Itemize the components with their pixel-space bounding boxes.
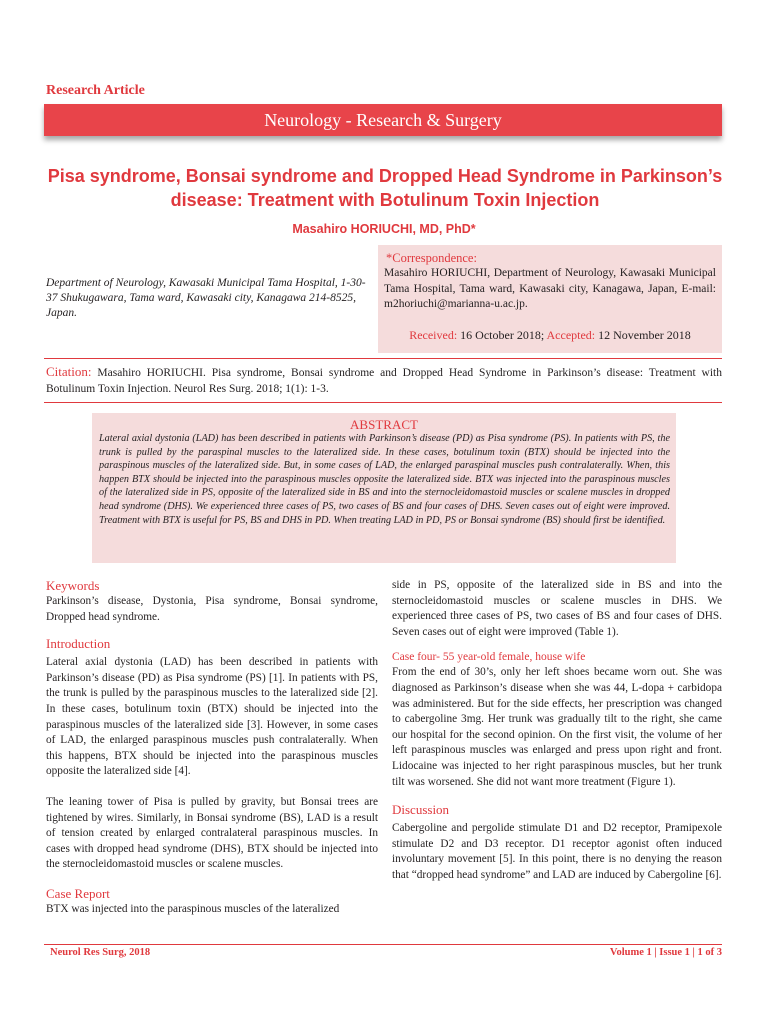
article-type-label: Research Article bbox=[46, 83, 145, 98]
case-four-heading: Case four- 55 year-old female, house wife bbox=[392, 651, 586, 664]
citation-text: Masahiro HORIUCHI. Pisa syndrome, Bonsai syndrome and Dropped Head Syndrome in Parkinson’s disease: Treatment with Botulinum Toxin Injection. Neurol Res Surg. 2018; 1(1): 1-3. bbox=[46, 367, 722, 395]
citation bbox=[46, 364, 722, 397]
introduction-paragraph: The leaning tower of Pisa is pulled by gravity, but Bonsai trees are tightened by wires. Similarly, in Bonsai syndrome (BS), LAD is a result of tension created by enlarged contralateral paraspinous muscles. In cases with dropped head syndrome (DHS), BTX should be injected into the sternocleidomastoid muscles or scalene muscles. bbox=[46, 795, 378, 871]
author-affiliation: Department of Neurology, Kawasaki Municipal Tama Hospital, 1-30-37 Shukugawara, Tama ward, Kawasaki city, Kanagawa 214-8525, Japan. bbox=[46, 277, 366, 319]
discussion-paragraph: Cabergoline and pergolide stimulate D1 and D2 receptor, Pramipexole stimulate D2 and D3 receptor. D1 receptor agonist often induced involuntary movement [5]. In this point, there is no denying the reason that “dropped head syndrome” and LAD are induced by Cabergoline [6]. bbox=[392, 822, 722, 881]
footer-divider bbox=[44, 944, 722, 945]
citation-label: Citation: bbox=[46, 364, 92, 379]
received-label: Received: bbox=[409, 328, 458, 342]
introduction-heading: Introduction bbox=[46, 636, 111, 652]
correspondence-box bbox=[378, 245, 722, 353]
received-date: 16 October 2018 bbox=[460, 328, 541, 342]
abstract-box bbox=[92, 413, 676, 563]
abstract-body: Lateral axial dystonia (LAD) has been described in patients with Parkinson’s disease (PD) as Pisa syndrome (PS). In patients with PS, the trunk is pulled by the paraspinal muscles to the lateralized side. In these cases, botulinum toxin (BTX) should be injected into the paraspinous muscles of the lateralized side. But, in some cases of LAD, the enlarged paraspinal muscles push contralaterally. When, this happen BTX should be injected into the paraspinous muscles opposite the lateralized side. BTX was injected into the paraspinous muscles of the lateralized side in PS, opposite of the lateralized side in BS and into the sternocleidomastoid muscles or scalene muscles in dropped head syndrome (DHS). We experienced three cases of PS, two cases of BS and four cases of DHS. Seven cases out of eight were improved. Treatment with BTX is useful for PS, BS and DHS in PD. When treating LAD in PD, PS or Bonsai syndrome (BS) should first be identified. bbox=[99, 433, 670, 526]
author-name: Masahiro HORIUCHI, MD, PhD* bbox=[292, 222, 476, 236]
case-four-paragraph: From the end of 30’s, only her left shoes became worn out. She was diagnosed as Parkinson’s disease when she was 44, L-dopa + carbidopa was administered. But for the side effects, her prescription was changed to cabergoline 3mg. Her trunk was gradually tilt to the right, she came our hospital for the second opinion. On the first visit, the volume of her left paraspinous muscles was enlarged and press upon right and front. Lidocaine was injected to her right paraspinous muscles, but her trunk tilt was worsened. She did not want more treatment (Figure 1). bbox=[392, 666, 722, 788]
case-report-paragraph-continued: side in PS, opposite of the lateralized side in BS and into the sternocleidomastoid muscles or scalene muscles in DHS. We experienced three cases of PS, two cases of BS and four cases of DHS. Seven cases out of eight were improved (Table 1). bbox=[392, 579, 722, 638]
discussion-heading: Discussion bbox=[392, 802, 450, 818]
right-column bbox=[392, 578, 722, 884]
accepted-label: Accepted: bbox=[546, 328, 596, 342]
footer-page-info: Volume 1 | Issue 1 | 1 of 3 bbox=[609, 947, 722, 958]
case-report-paragraph: BTX was injected into the paraspinous muscles of the lateralized bbox=[46, 902, 340, 915]
left-column bbox=[46, 578, 378, 918]
correspondence-body: Masahiro HORIUCHI, Department of Neurology, Kawasaki Municipal Tama Hospital, Tama ward, Kawasaki city, Kanagawa, Japan, E-mail: m2horiuchi@marianna-u.ac.jp. bbox=[384, 267, 716, 310]
correspondence-title: *Correspondence: bbox=[386, 251, 477, 265]
divider bbox=[44, 358, 722, 359]
divider bbox=[44, 402, 722, 403]
keywords-heading: Keywords bbox=[46, 578, 100, 593]
journal-banner: Neurology - Research & Surgery bbox=[44, 104, 722, 136]
case-report-heading: Case Report bbox=[46, 885, 110, 901]
accepted-date: 12 November 2018 bbox=[598, 328, 691, 342]
footer-journal: Neurol Res Surg, 2018 bbox=[50, 947, 151, 958]
introduction-paragraph: Lateral axial dystonia (LAD) has been described in patients with Parkinson’s disease (PD) as Pisa syndrome (PS) [1]. In patients with PS, the trunk is pulled by the paraspinous muscles to the lateralized side [2]. In these cases, botulinum toxin (BTX) should be injected into the paraspinous muscles of the lateralized side [3]. However, in some cases of LAD, the enlarged paraspinous muscles push contralaterally. When this happens, BTX should be injected into the paraspinous muscles opposite the lateralized side [4]. bbox=[46, 656, 378, 778]
keywords-text: Parkinson’s disease, Dystonia, Pisa syndrome, Bonsai syndrome, Dropped head syndrome. bbox=[46, 595, 378, 623]
article-title: Pisa syndrome, Bonsai syndrome and Dropped Head Syndrome in Parkinson’s disease: Treatment with Botulinum Toxin Injection bbox=[47, 166, 723, 210]
article-dates: Received: 16 October 2018; Accepted: 12 November 2018 bbox=[409, 328, 691, 342]
abstract-title: ABSTRACT bbox=[350, 417, 418, 432]
